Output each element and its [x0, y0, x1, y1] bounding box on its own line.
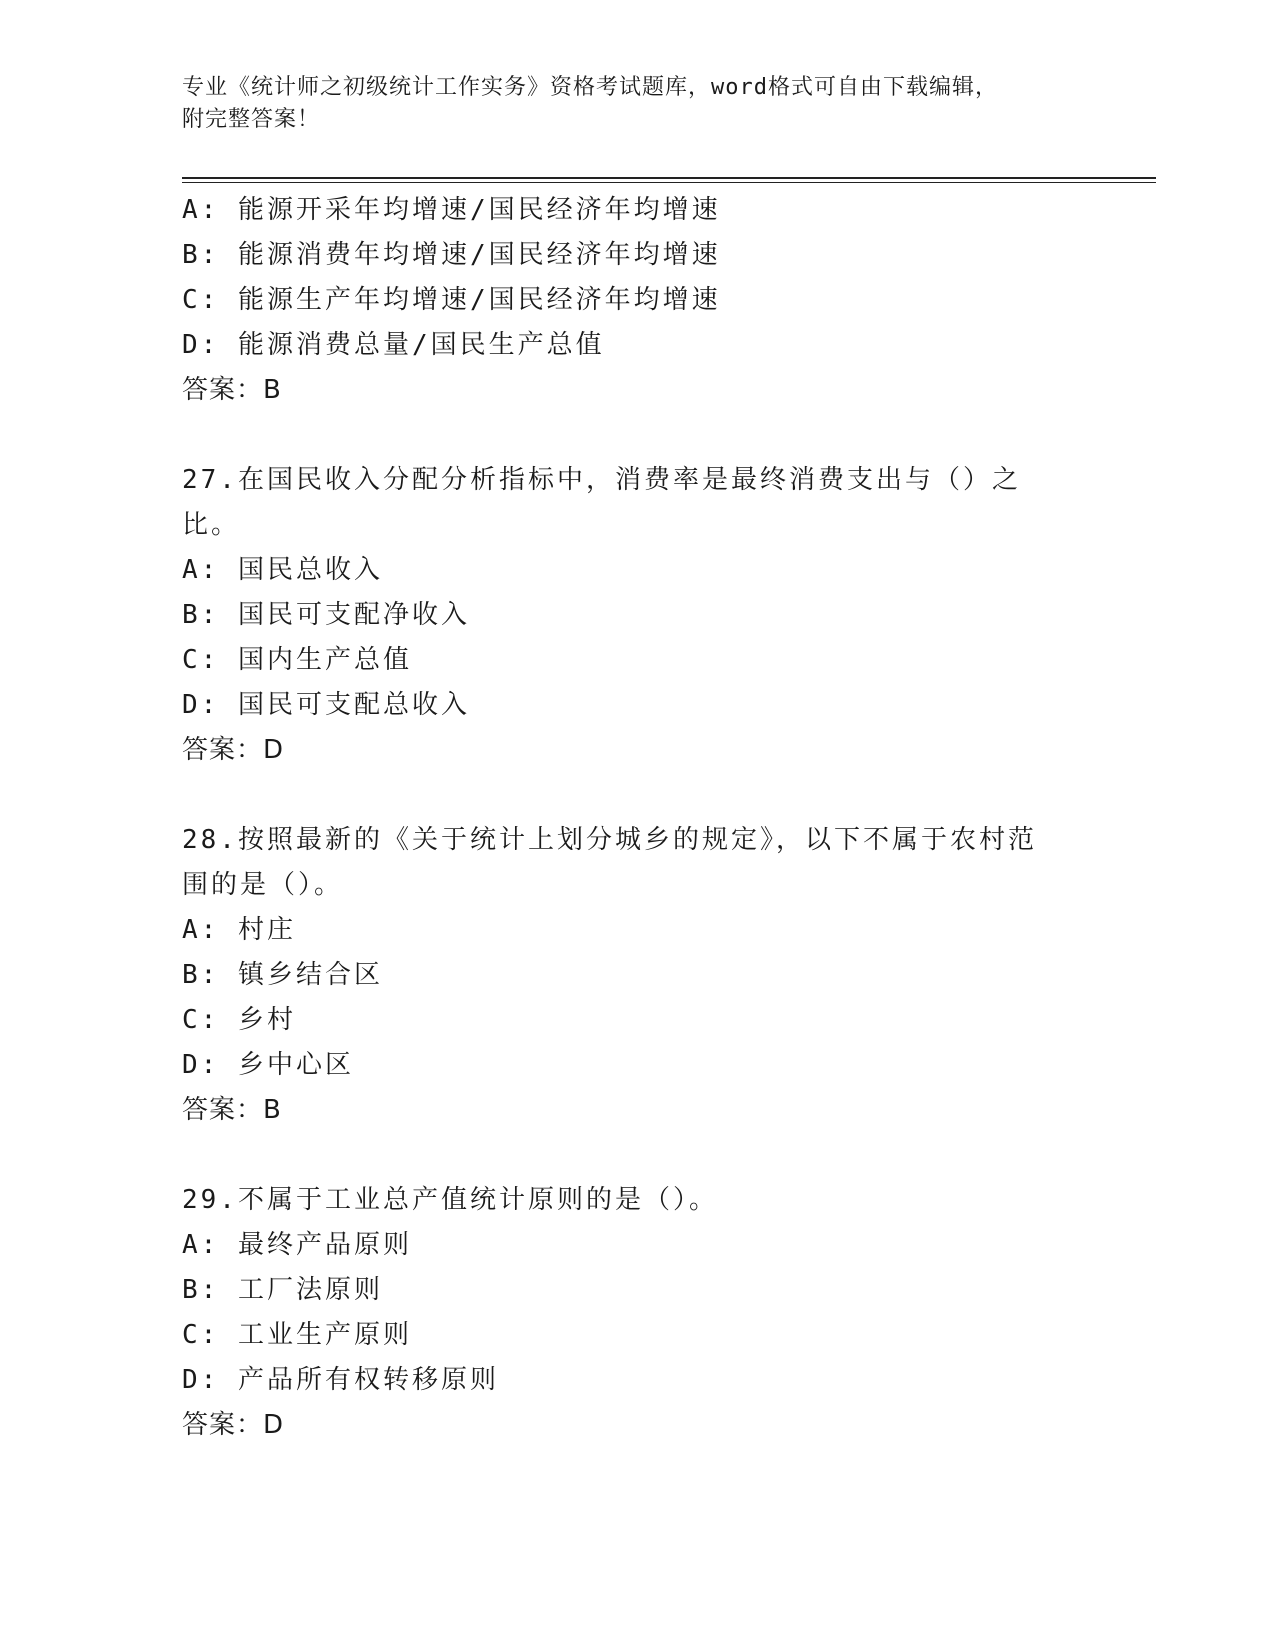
answer-line: 答案：B [182, 1095, 282, 1125]
header-line-2: 附完整答案！ [182, 107, 321, 132]
option-c: C: 国内生产总值 [182, 645, 412, 675]
option-d: D: 产品所有权转移原则 [182, 1365, 499, 1395]
spacer [182, 413, 1082, 458]
header-line-1: 专业《统计师之初级统计工作实务》资格考试题库，word格式可自由下载编辑， [182, 75, 998, 100]
option-c: C: 能源生产年均增速/国民经济年均增速 [182, 285, 721, 315]
question-26 [182, 188, 1082, 413]
option-a: A: 能源开采年均增速/国民经济年均增速 [182, 195, 721, 225]
option-a: A: 最终产品原则 [182, 1230, 412, 1260]
header-divider-thin [182, 182, 1156, 183]
answer-line: 答案：B [182, 375, 282, 405]
option-b: B: 工厂法原则 [182, 1275, 383, 1305]
spacer [182, 1133, 1082, 1178]
document-header [182, 72, 1082, 136]
option-b: B: 能源消费年均增速/国民经济年均增速 [182, 240, 721, 270]
spacer [182, 773, 1082, 818]
option-a: A: 国民总收入 [182, 555, 383, 585]
header-divider-thick [182, 177, 1156, 179]
option-b: B: 国民可支配净收入 [182, 600, 470, 630]
option-b: B: 镇乡结合区 [182, 960, 383, 990]
question-list [182, 188, 1082, 1448]
option-c: C: 工业生产原则 [182, 1320, 412, 1350]
option-d: D: 国民可支配总收入 [182, 690, 470, 720]
question-stem: 29.不属于工业总产值统计原则的是（）。 [182, 1185, 718, 1215]
question-29 [182, 1178, 1082, 1448]
option-d: D: 乡中心区 [182, 1050, 354, 1080]
option-a: A: 村庄 [182, 915, 296, 945]
answer-line: 答案：D [182, 735, 285, 765]
question-27 [182, 458, 1082, 773]
question-stem: 27.在国民收入分配分析指标中，消费率是最终消费支出与（）之比。 [182, 465, 1021, 540]
question-28 [182, 818, 1082, 1133]
question-stem: 28.按照最新的《关于统计上划分城乡的规定》，以下不属于农村范围的是（）。 [182, 825, 1037, 900]
answer-line: 答案：D [182, 1410, 285, 1440]
option-d: D: 能源消费总量/国民生产总值 [182, 330, 605, 360]
option-c: C: 乡村 [182, 1005, 296, 1035]
